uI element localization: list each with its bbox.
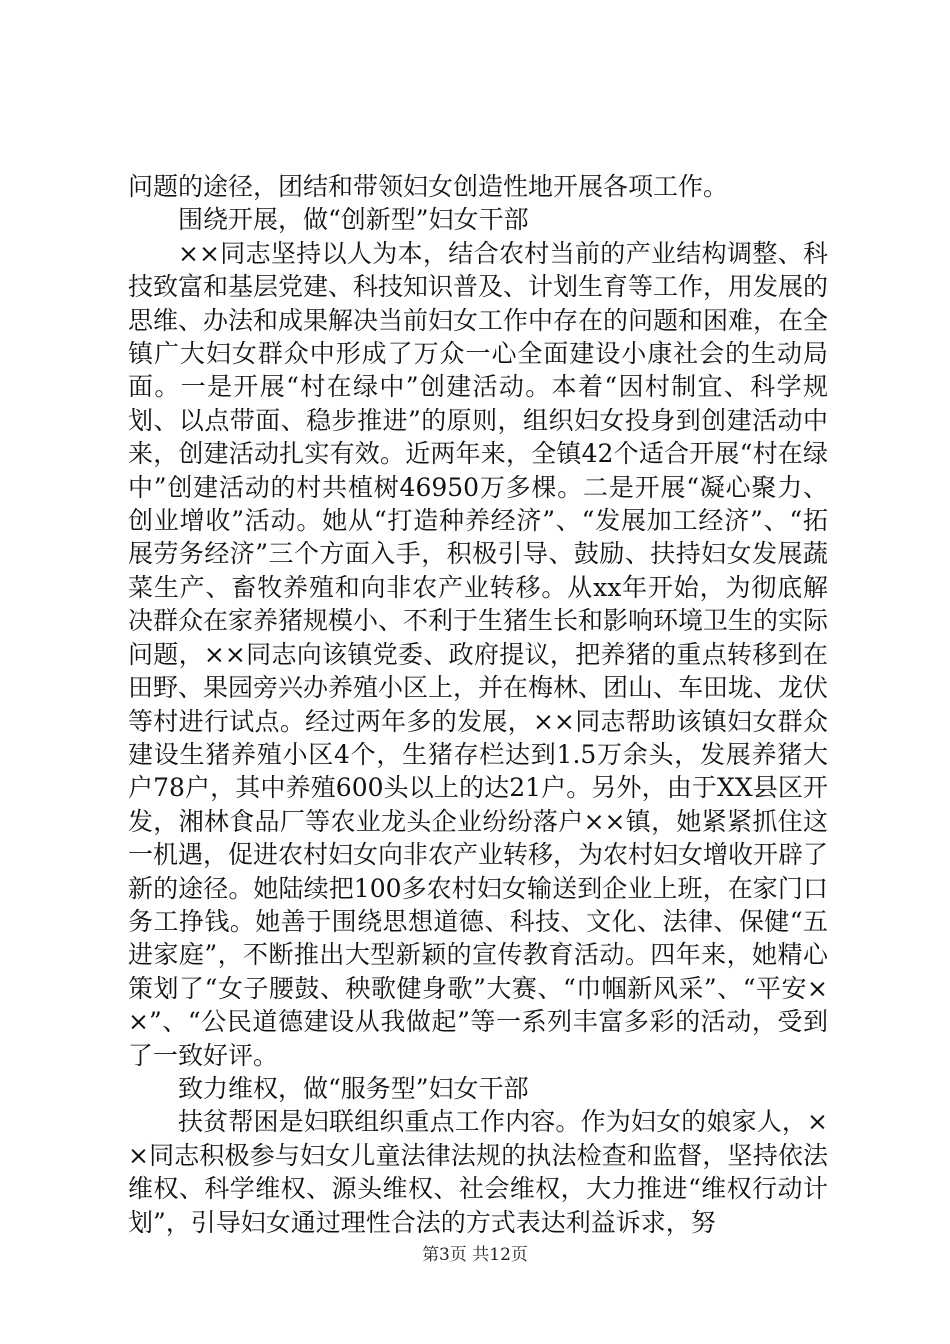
paragraph-innovation-body: ××同志坚持以人为本，结合农村当前的产业结构调整、科技致富和基层党建、科技知识普及、计划生育等工作，用发展的思维、办法和成果解决当前妇女工作中存在的问题和困难，在全镇广大妇女群众中形成了万众一心全面建设小康社会的生动局面。一是开展“村在绿中”创建活动。本着“因村制宜、科学规划、以点带面、稳步推进”的原则，组织妇女投身到创建活动中来，创建活动扎实有效。近两年来，全镇42个适合开展“村在绿中”创建活动的村共植树46950万多棵。二是开展“凝心聚力、创业增收”活动。她从“打造种养经济”、“发展加工经济”、“拓展劳务经济”三个方面入手，积极引导、鼓励、扶持妇女发展蔬菜生产、畜牧养殖和向非农产业转移。从xx年开始，为彻底解决群众在家养猪规模小、不利于生猪生长和影响环境卫生的实际问题，××同志向该镇党委、政府提议，把养猪的重点转移到在田野、果园旁兴办养殖小区上，并在梅林、团山、车田垅、龙伏等村进行试点。经过两年多的发展，××同志帮助该镇妇女群众建设生猪养殖小区4个，生猪存栏达到1.5万余头，发展养猪大户78户，其中养殖600头以上的达21户。另外，由于XX县区开发，湘林食品厂等农业龙头企业纷纷落户××镇，她紧紧抓住这一机遇，促进农村妇女向非农产业转移，为农村妇女增收开辟了新的途径。她陆续把100多农村妇女输送到企业上班，在家门口务工挣钱。她善于围绕思想道德、科技、文化、法律、保健“五进家庭”，不断推出大型新颖的宣传教育活动。四年来，她精心策划了“女子腰鼓、秧歌健身歌”大赛、“巾帼新风采”、“平安××”、“公民道德建设从我做起”等一系列丰富多彩的活动，受到了一致好评。 [128, 238, 829, 1070]
document-body [128, 170, 828, 1239]
section-heading-innovation: 围绕开展，做“创新型”妇女干部 [178, 205, 529, 235]
page-number-footer: 第3页 共12页 [422, 1245, 528, 1265]
section-heading-service: 致力维权，做“服务型”妇女干部 [178, 1073, 529, 1103]
paragraph-continuation: 问题的途径，团结和带领妇女创造性地开展各项工作。 [128, 172, 729, 201]
paragraph-service-body: 扶贫帮困是妇联组织重点工作内容。作为妇女的娘家人，××同志积极参与妇女儿童法律法规的执法检查和监督，坚持依法维权、科学维权、源头维权、社会维权，大力推进“维权行动计划”，引导妇女通过理性合法的方式表达利益诉求，努 [128, 1107, 828, 1237]
